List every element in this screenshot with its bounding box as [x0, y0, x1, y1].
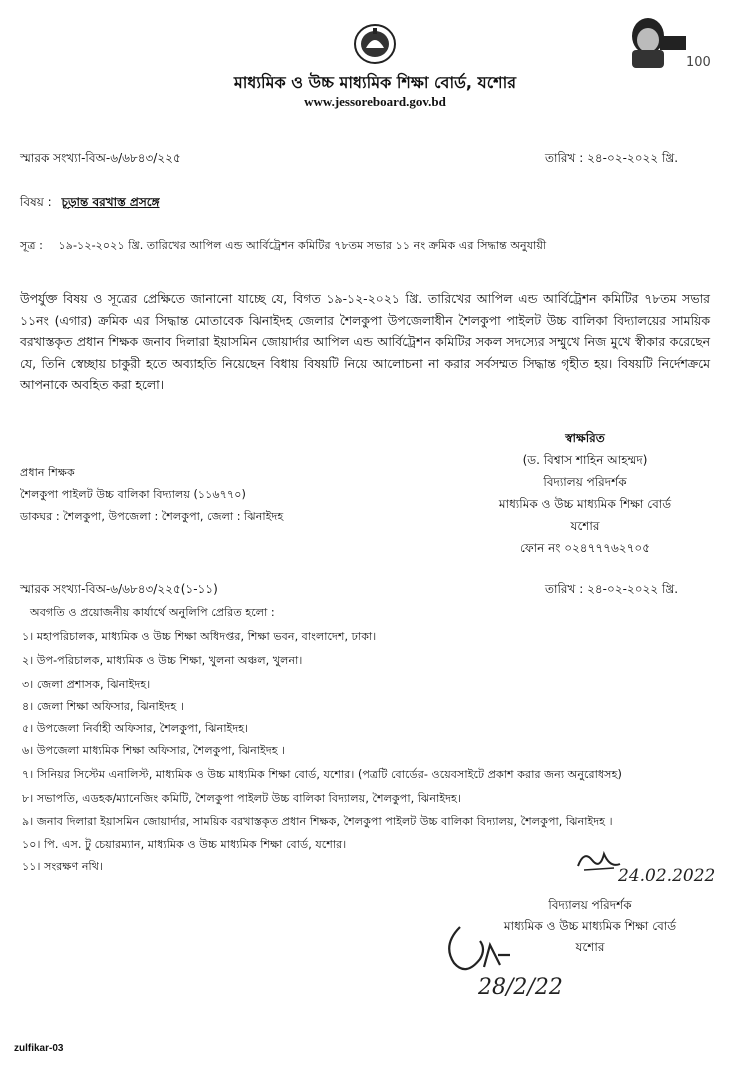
reference-label: সূত্র :	[20, 239, 43, 252]
signatory-city: যশোর	[570, 519, 600, 533]
list-item: ৬। উপজেলা মাধ্যমিক শিক্ষা অফিসার, শৈলকুপা, ঝিনাইদহ ।	[22, 744, 286, 757]
recipient-block	[20, 462, 283, 528]
signatory2-city: যশোর	[575, 940, 605, 954]
svg-text:100: 100	[686, 55, 711, 70]
list-item: ১০। পি. এস. টু চেয়ারম্যান, মাধ্যমিক ও উচ্চ মাধ্যমিক শিক্ষা বোর্ড, যশোর।	[22, 838, 347, 851]
list-item: ৫। উপজেলা নির্বাহী অফিসার, শৈলকুপা, ঝিনাইদহ।	[22, 722, 249, 735]
signatory-phone: ফোন নং ০২৪৭৭৭৬২৭০৫	[519, 541, 651, 555]
list-item: ৮। সভাপতি, এডহক/ম্যানেজিং কমিটি, শৈলকুপা পাইলট উচ্চ বালিকা বিদ্যালয়, শৈলকুপা, ঝিনাইদহ।	[22, 792, 461, 805]
body-paragraph: উপর্যুক্ত বিষয় ও সূত্রের প্রেক্ষিতে জানানো যাচ্ছে যে, বিগত ১৯-১২-২০২১ খ্রি. তারিখের আপিল এন্ড আর্বিট্রেশন কমিটির ৭৮তম সভার ১১নং (এগার) ক্রমিক এর সিদ্ধান্ত মোতাবেক ঝিনাইদহ জেলার শৈলকুপা উপজেলাধীন শৈলকুপা পাইলট উচ্চ বালিকা বিদ্যালয়ের সাময়িক বরখাস্তকৃত প্রধান শিক্ষক জনাব দিলারা ইয়াসমিন জোয়ার্দার আপিল এন্ড আর্বিট্রেশন কমিটির সকল সদস্যের সম্মুখে নিজ মুখে স্বীকার করেছেন যে, তিনি স্বেচ্ছায় চাকুরী হতে অব্যাহতি নিয়েছেন বিধায় বিষয়টি নিয়ে আলোচনা না করার সর্বসম্মত সিদ্ধান্ত গৃহীত হয়। বিষয়টি নির্দেশক্রমে আপনাকে অবহিত করা হলো।	[20, 291, 710, 392]
subject-line	[20, 194, 160, 214]
memo-number: স্মারক সংখ্যা-বিঅ-৬/৬৮৪৩/২২৫	[20, 151, 181, 165]
board-seal-logo	[352, 22, 398, 66]
list-item: ৭। সিনিয়র সিস্টেম এনালিস্ট, মাধ্যমিক ও উচ্চ মাধ্যমিক শিক্ষা বোর্ড, যশোর। (পত্রটি বোর্ডের- ওয়েবসাইটে প্রকাশ করার জন্য অনুরোধসহ)	[22, 768, 622, 781]
signatory-name: (ড. বিশ্বাস শাহিন আহম্মদ)	[522, 453, 648, 467]
signature-block	[445, 427, 725, 559]
copy-memo-number: স্মারক সংখ্যা-বিঅ-৬/৬৮৪৩/২২৫(১-১১)	[20, 582, 218, 596]
subject-label: বিষয় :	[20, 195, 52, 209]
list-item: ১। মহাপরিচালক, মাধ্যমিক ও উচ্চ শিক্ষা অধিদপ্তর, শিক্ষা ভবন, বাংলাদেশ, ঢাকা।	[22, 630, 377, 643]
handwritten-date-bottom: 28/2/22	[478, 975, 563, 1000]
signatory-office: মাধ্যমিক ও উচ্চ মাধ্যমিক শিক্ষা বোর্ড	[498, 497, 672, 511]
reference-text: ১৯-১২-২০২১ খ্রি. তারিখের আপিল এন্ড আর্বিট্রেশন কমিটির ৭৮তম সভার ১১ নং ক্রমিক এর সিদ্ধান্ত অনুযায়ী	[58, 239, 547, 252]
board-website: www.jessoreboard.gov.bd	[304, 94, 446, 109]
list-item: ৯। জনাব দিলারা ইয়াসমিন জোয়ার্দার, সাময়িক বরখাস্তকৃত প্রধান শিক্ষক, শৈলকুপা পাইলট উচ্চ বালিকা বিদ্যালয়, শৈলকুপা, ঝিনাইদহ ।	[22, 815, 613, 828]
footer-code: zulfikar-03	[14, 1043, 64, 1054]
handwritten-date-top: 24.02.2022	[618, 866, 716, 886]
recipient-school: শৈলকুপা পাইলট উচ্চ বালিকা বিদ্যালয় (১১৬৭৭০)	[20, 488, 246, 501]
signed-label: স্বাক্ষরিত	[565, 431, 605, 445]
recipient-address: ডাকঘর : শৈলকুপা, উপজেলা : শৈলকুপা, জেলা : ঝিনাইদহ	[20, 510, 284, 523]
signatory-designation: বিদ্যালয় পরিদর্শক	[543, 475, 627, 489]
reference-line	[20, 237, 546, 256]
handwritten-initials	[574, 846, 624, 876]
list-item: ৩। জেলা প্রশাসক, ঝিনাইদহ।	[22, 678, 151, 691]
mujib-100-logo	[622, 14, 711, 70]
list-item: ১১। সংরক্ষণ নথি।	[22, 860, 103, 873]
signatory2-office: মাধ্যমিক ও উচ্চ মাধ্যমিক শিক্ষা বোর্ড	[503, 919, 677, 933]
recipient-title: প্রধান শিক্ষক	[20, 466, 75, 479]
list-item: ২। উপ-পরিচালক, মাধ্যমিক ও উচ্চ শিক্ষা, খুলনা অঞ্চল, খুলনা।	[22, 654, 303, 667]
list-item: ৪। জেলা শিক্ষা অফিসার, ঝিনাইদহ ।	[22, 700, 184, 713]
subject-text: চূড়ান্ত বরখাস্ত প্রসঙ্গে	[61, 195, 160, 209]
memo-date: তারিখ : ২৪-০২-২০২২ খ্রি.	[545, 151, 679, 165]
copy-intro: অবগতি ও প্রয়োজনীয় কার্যার্থে অনুলিপি প্রেরিত হলো :	[30, 606, 275, 619]
copy-memo-date: তারিখ : ২৪-০২-২০২২ খ্রি.	[545, 582, 679, 596]
board-title: মাধ্যমিক ও উচ্চ মাধ্যমিক শিক্ষা বোর্ড, যশোর	[233, 73, 517, 92]
signatory2-designation: বিদ্যালয় পরিদর্শক	[548, 898, 632, 912]
